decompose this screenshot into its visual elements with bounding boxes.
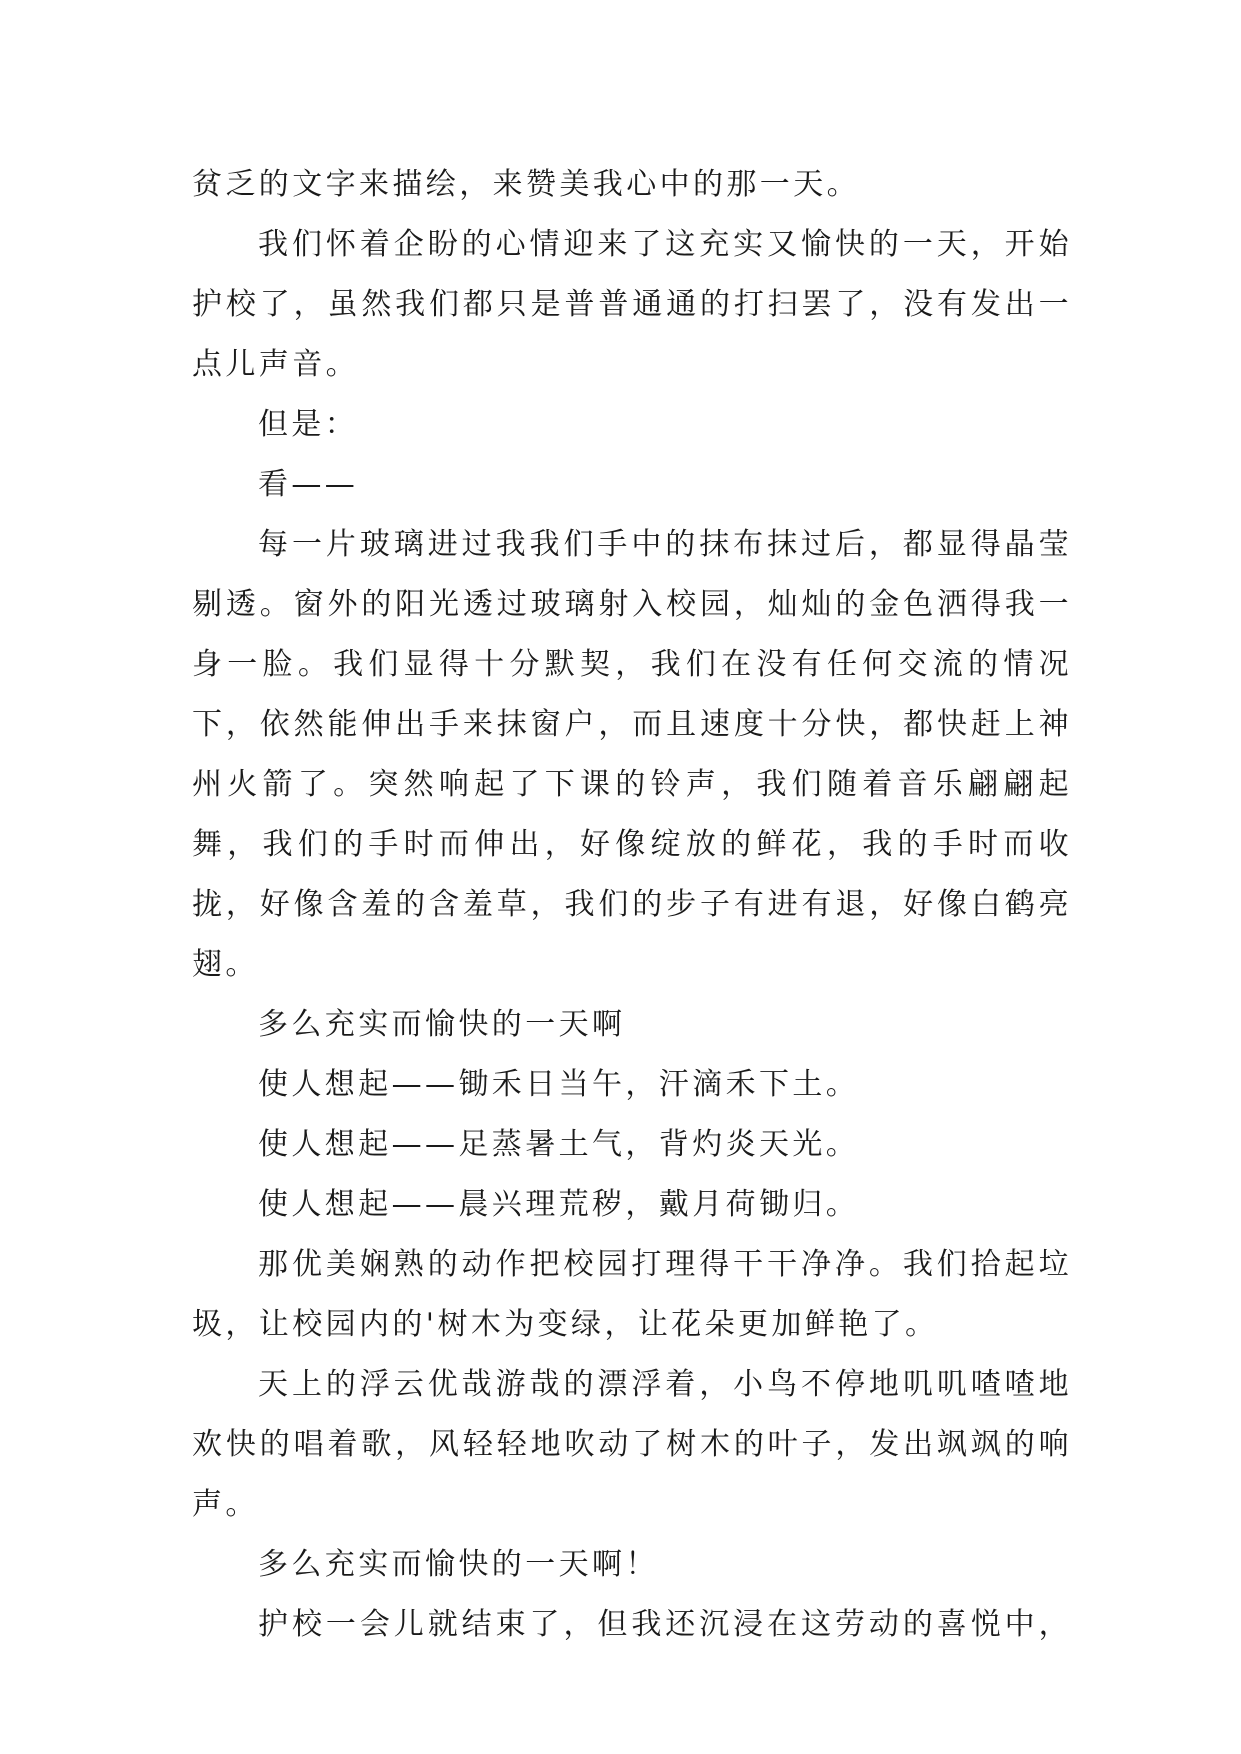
paragraph: 但是：	[258, 407, 359, 442]
paragraph: 多么充实而愉快的一天啊！	[258, 1547, 659, 1582]
paragraph: 多么充实而愉快的一天啊	[258, 1007, 626, 1042]
paragraph: 我们怀着企盼的心情迎来了这充实又愉快的一天，开始护校了，虽然我们都只是普普通通的打扫罢了，没有发出一点儿声音。	[192, 227, 1072, 382]
paragraph: 那优美娴熟的动作把校园打理得干干净净。我们拾起垃圾，让校园内的'树木为变绿，让花朵更加鲜艳了。	[192, 1247, 1072, 1342]
paragraph: 贫乏的文字来描绘，来赞美我心中的那一天。	[192, 167, 860, 202]
paragraph: 使人想起——晨兴理荒秽，戴月荷锄归。	[258, 1187, 860, 1222]
paragraph: 使人想起——锄禾日当午，汗滴禾下土。	[258, 1067, 860, 1102]
paragraph: 每一片玻璃进过我我们手中的抹布抹过后，都显得晶莹剔透。窗外的阳光透过玻璃射入校园，灿灿的金色洒得我一身一脸。我们显得十分默契，我们在没有任何交流的情况下，依然能伸出手来抹窗户，而且速度十分快，都快赶上神州火箭了。突然响起了下课的铃声，我们随着音乐翩翩起舞，我们的手时而伸出，好像绽放的鲜花，我的手时而收拢，好像含羞的含羞草，我们的步子有进有退，好像白鹤亮翅。	[192, 527, 1072, 982]
paragraph: 使人想起——足蒸暑土气，背灼炎天光。	[258, 1127, 860, 1162]
document-body	[192, 155, 1072, 1655]
paragraph: 看——	[258, 467, 359, 502]
paragraph: 天上的浮云优哉游哉的漂浮着，小鸟不停地叽叽喳喳地欢快的唱着歌，风轻轻地吹动了树木的叶子，发出飒飒的响声。	[192, 1367, 1072, 1522]
paragraph: 护校一会儿就结束了，但我还沉浸在这劳动的喜悦中，	[258, 1607, 1072, 1642]
